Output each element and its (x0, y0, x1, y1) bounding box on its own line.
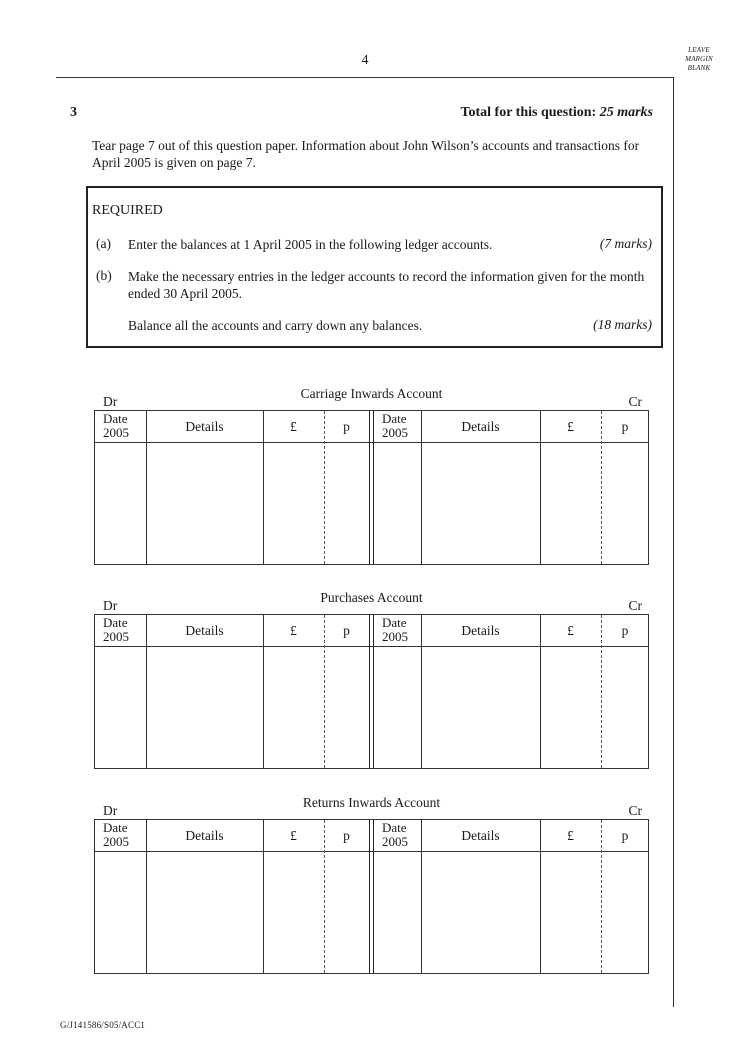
details-header: Details (185, 622, 224, 638)
details-header: Details (461, 418, 500, 434)
date-header: Date 2005 (382, 411, 408, 440)
question-total (460, 105, 653, 121)
details-header: Details (461, 827, 500, 843)
ledger-grid (94, 614, 649, 769)
required-item-text: Enter the balances at 1 April 2005 in the following ledger accounts. (128, 237, 493, 252)
pounds-header: £ (567, 827, 574, 843)
credit-label: Cr (628, 803, 642, 818)
question-intro: Tear page 7 out of this question paper. Information about John Wilson’s accounts and transactions for April 2005 is given on page 7. (92, 138, 640, 170)
ledger-title: Returns Inwards Account (302, 795, 441, 810)
question-number: 3 (70, 105, 77, 120)
required-item-text: Balance all the accounts and carry down any balances. (128, 318, 423, 333)
pounds-header: £ (567, 418, 574, 434)
credit-label: Cr (628, 598, 642, 613)
date-header: Date 2005 (103, 820, 129, 849)
date-header: Date 2005 (382, 615, 408, 644)
debit-label: Dr (103, 394, 118, 409)
question-total-marks: 25 marks (599, 105, 653, 120)
date-header: Date 2005 (382, 820, 408, 849)
pence-header: p (621, 827, 629, 843)
ledger-grid (94, 410, 649, 565)
details-header: Details (461, 622, 500, 638)
details-header: Details (185, 418, 224, 434)
question-total-prefix: Total for this question: (460, 105, 597, 120)
debit-label: Dr (103, 803, 118, 818)
required-item-label: (b) (96, 268, 112, 283)
required-title: REQUIRED (92, 203, 163, 218)
debit-label: Dr (103, 598, 118, 613)
pounds-header: £ (290, 622, 297, 638)
footer-code: G/J141586/S05/ACC1 (60, 1020, 146, 1030)
pence-header: p (621, 622, 629, 638)
required-item-marks: (7 marks) (599, 236, 652, 251)
margin-note-line: LEAVE (688, 46, 710, 54)
date-header: Date 2005 (103, 615, 129, 644)
date-header: Date 2005 (103, 411, 129, 440)
header-rule (56, 77, 674, 78)
pence-header: p (343, 827, 350, 843)
pence-header: p (343, 418, 350, 434)
margin-note (670, 46, 728, 73)
pounds-header: £ (567, 622, 574, 638)
ledger-grid (94, 819, 649, 974)
credit-label: Cr (628, 394, 642, 409)
ledger-title: Carriage Inwards Account (300, 386, 443, 401)
required-item-text: Make the necessary entries in the ledger accounts to record the information given for the month ended 30 April 2005. (128, 269, 645, 301)
margin-note-line: MARGIN (685, 55, 713, 63)
pounds-header: £ (290, 827, 297, 843)
required-item-marks: (18 marks) (593, 317, 652, 332)
pence-header: p (343, 622, 350, 638)
pounds-header: £ (290, 418, 297, 434)
margin-rule (673, 77, 674, 1007)
pence-header: p (621, 418, 629, 434)
required-item-label: (a) (96, 236, 111, 251)
page-number: 4 (361, 53, 369, 68)
ledger-title: Purchases Account (320, 590, 423, 605)
margin-note-line: BLANK (687, 64, 711, 72)
details-header: Details (185, 827, 224, 843)
